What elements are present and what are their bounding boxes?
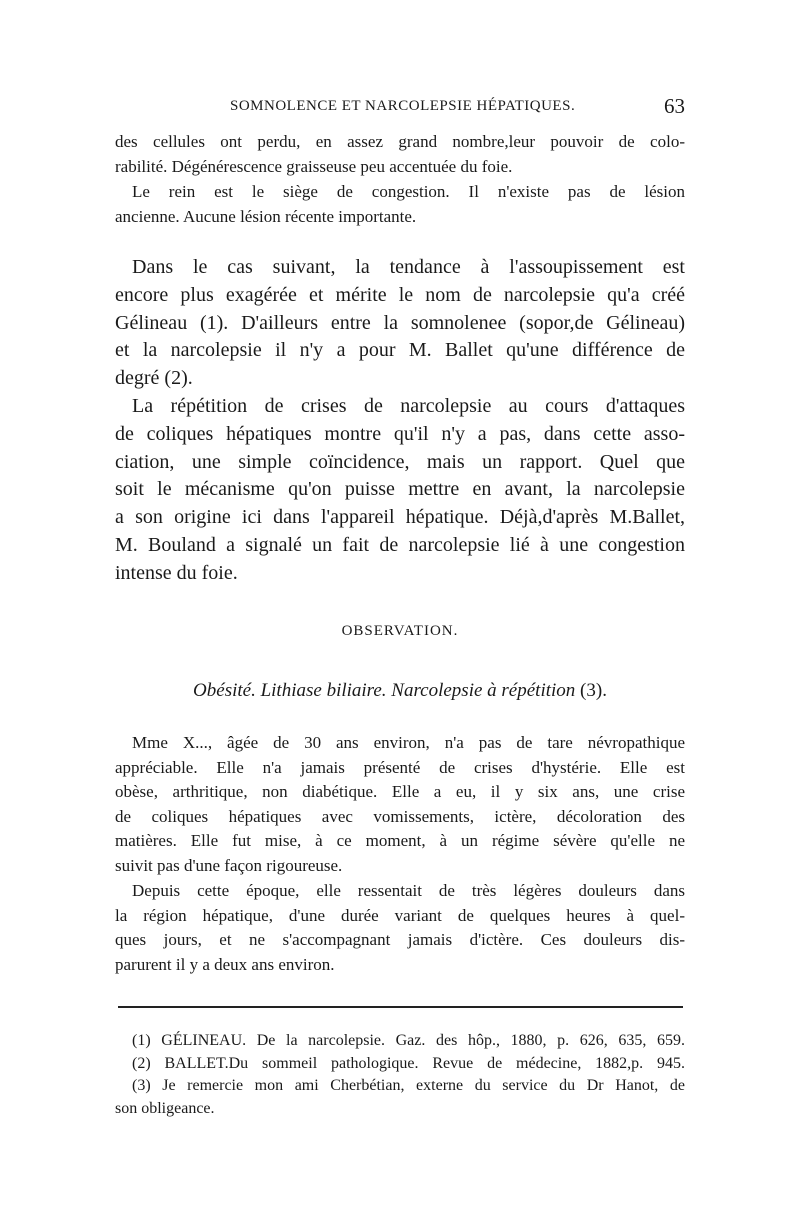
- paragraph-case-followup: [115, 879, 685, 977]
- text-line: des cellules ont perdu, en assez grand nombre,leur pouvoir de colo-: [115, 132, 685, 151]
- text-line: Gélineau (1). D'ailleurs entre la somnolenee (sopor,de Gélineau): [115, 311, 685, 334]
- text-line: Mme X..., âgée de 30 ans environ, n'a pas de tare névropathique: [132, 733, 685, 752]
- paragraph-case-description: [115, 731, 685, 878]
- text-line: appréciable. Elle n'a jamais présenté de crises d'hystérie. Elle est: [115, 757, 685, 777]
- text-line: Dans le cas suivant, la tendance à l'assoupissement est: [132, 256, 685, 278]
- page-number: 63: [664, 94, 685, 118]
- text-line: et la narcolepsie il n'y a pour M. Ballet qu'une différence de: [115, 339, 685, 362]
- footnote-3: (3) Je remercie mon ami Cherbétian, externe du service du Dr Hanot, de: [132, 1077, 685, 1094]
- text-line: rabilité. Dégénérescence graisseuse peu accentuée du foie.: [115, 156, 513, 176]
- text-line: matières. Elle fut mise, à ce moment, à un régime sévère qu'elle ne: [115, 831, 685, 850]
- text-line: degré (2).: [115, 367, 193, 390]
- footnote-1: (1) GÉLINEAU. De la narcolepsie. Gaz. des hôp., 1880, p. 626, 635, 659.: [132, 1032, 685, 1049]
- paragraph-repetition: [115, 393, 685, 588]
- footnote-3-continuation: son obligeance.: [115, 1099, 215, 1117]
- text-line: ancienne. Aucune lésion récente importante.: [115, 206, 417, 226]
- text-line: obèse, arthritique, non diabétique. Elle a eu, il y six ans, une crise: [115, 782, 685, 801]
- text-line: de coliques hépatiques avec vomissements, ictère, décoloration des: [115, 806, 685, 826]
- running-header: [115, 94, 685, 122]
- paragraph-continuation: [115, 130, 685, 179]
- text-line: Depuis cette époque, elle ressentait de très légères douleurs dans: [132, 881, 685, 900]
- text-line: M. Bouland a signalé un fait de narcolepsie lié à une congestion: [115, 533, 685, 556]
- section-heading: OBSERVATION.: [341, 623, 459, 639]
- observation-title: [115, 680, 685, 702]
- paragraph-kidney: [115, 180, 685, 229]
- footnote-2: (2) BALLET.Du sommeil pathologique. Revue de médecine, 1882,p. 945.: [132, 1054, 685, 1072]
- paragraph-narcolepsy-intro: [115, 254, 685, 393]
- text-line: intense du foie.: [115, 561, 238, 584]
- text-line: soit le mécanisme qu'on puisse mettre en avant, la narcolepsie: [115, 478, 685, 501]
- text-line: La répétition de crises de narcolepsie au cours d'attaques: [132, 395, 685, 417]
- text-line: de coliques hépatiques montre qu'il n'y a pas, dans cette asso-: [115, 422, 685, 445]
- text-line: ques jours, et ne s'accompagnant jamais d'ictère. Ces douleurs dis-: [115, 930, 685, 949]
- text-line: encore plus exagérée et mérite le nom de narcolepsie qu'a créé: [115, 283, 685, 306]
- footnotes: [115, 1030, 685, 1120]
- text-line: parurent il y a deux ans environ.: [115, 954, 335, 974]
- text-line: ciation, une simple coïncidence, mais un rapport. Quel que: [115, 450, 685, 473]
- text-line: suivit pas d'une façon rigoureuse.: [115, 855, 343, 875]
- observation-title-italic: Obésité. Lithiase biliaire. Narcolepsie à répétition: [193, 680, 576, 701]
- observation-title-ref: (3).: [575, 680, 607, 701]
- text-line: la région hépatique, d'une durée variant de quelques heures à quel-: [115, 905, 685, 925]
- footnote-separator: [118, 1006, 683, 1008]
- text-line: Le rein est le siège de congestion. Il n'existe pas de lésion: [132, 182, 685, 201]
- text-line: a son origine ici dans l'appareil hépatique. Déjà,d'après M.Ballet,: [115, 506, 685, 529]
- running-title: SOMNOLENCE ET NARCOLEPSIE HÉPATIQUES.: [230, 98, 576, 114]
